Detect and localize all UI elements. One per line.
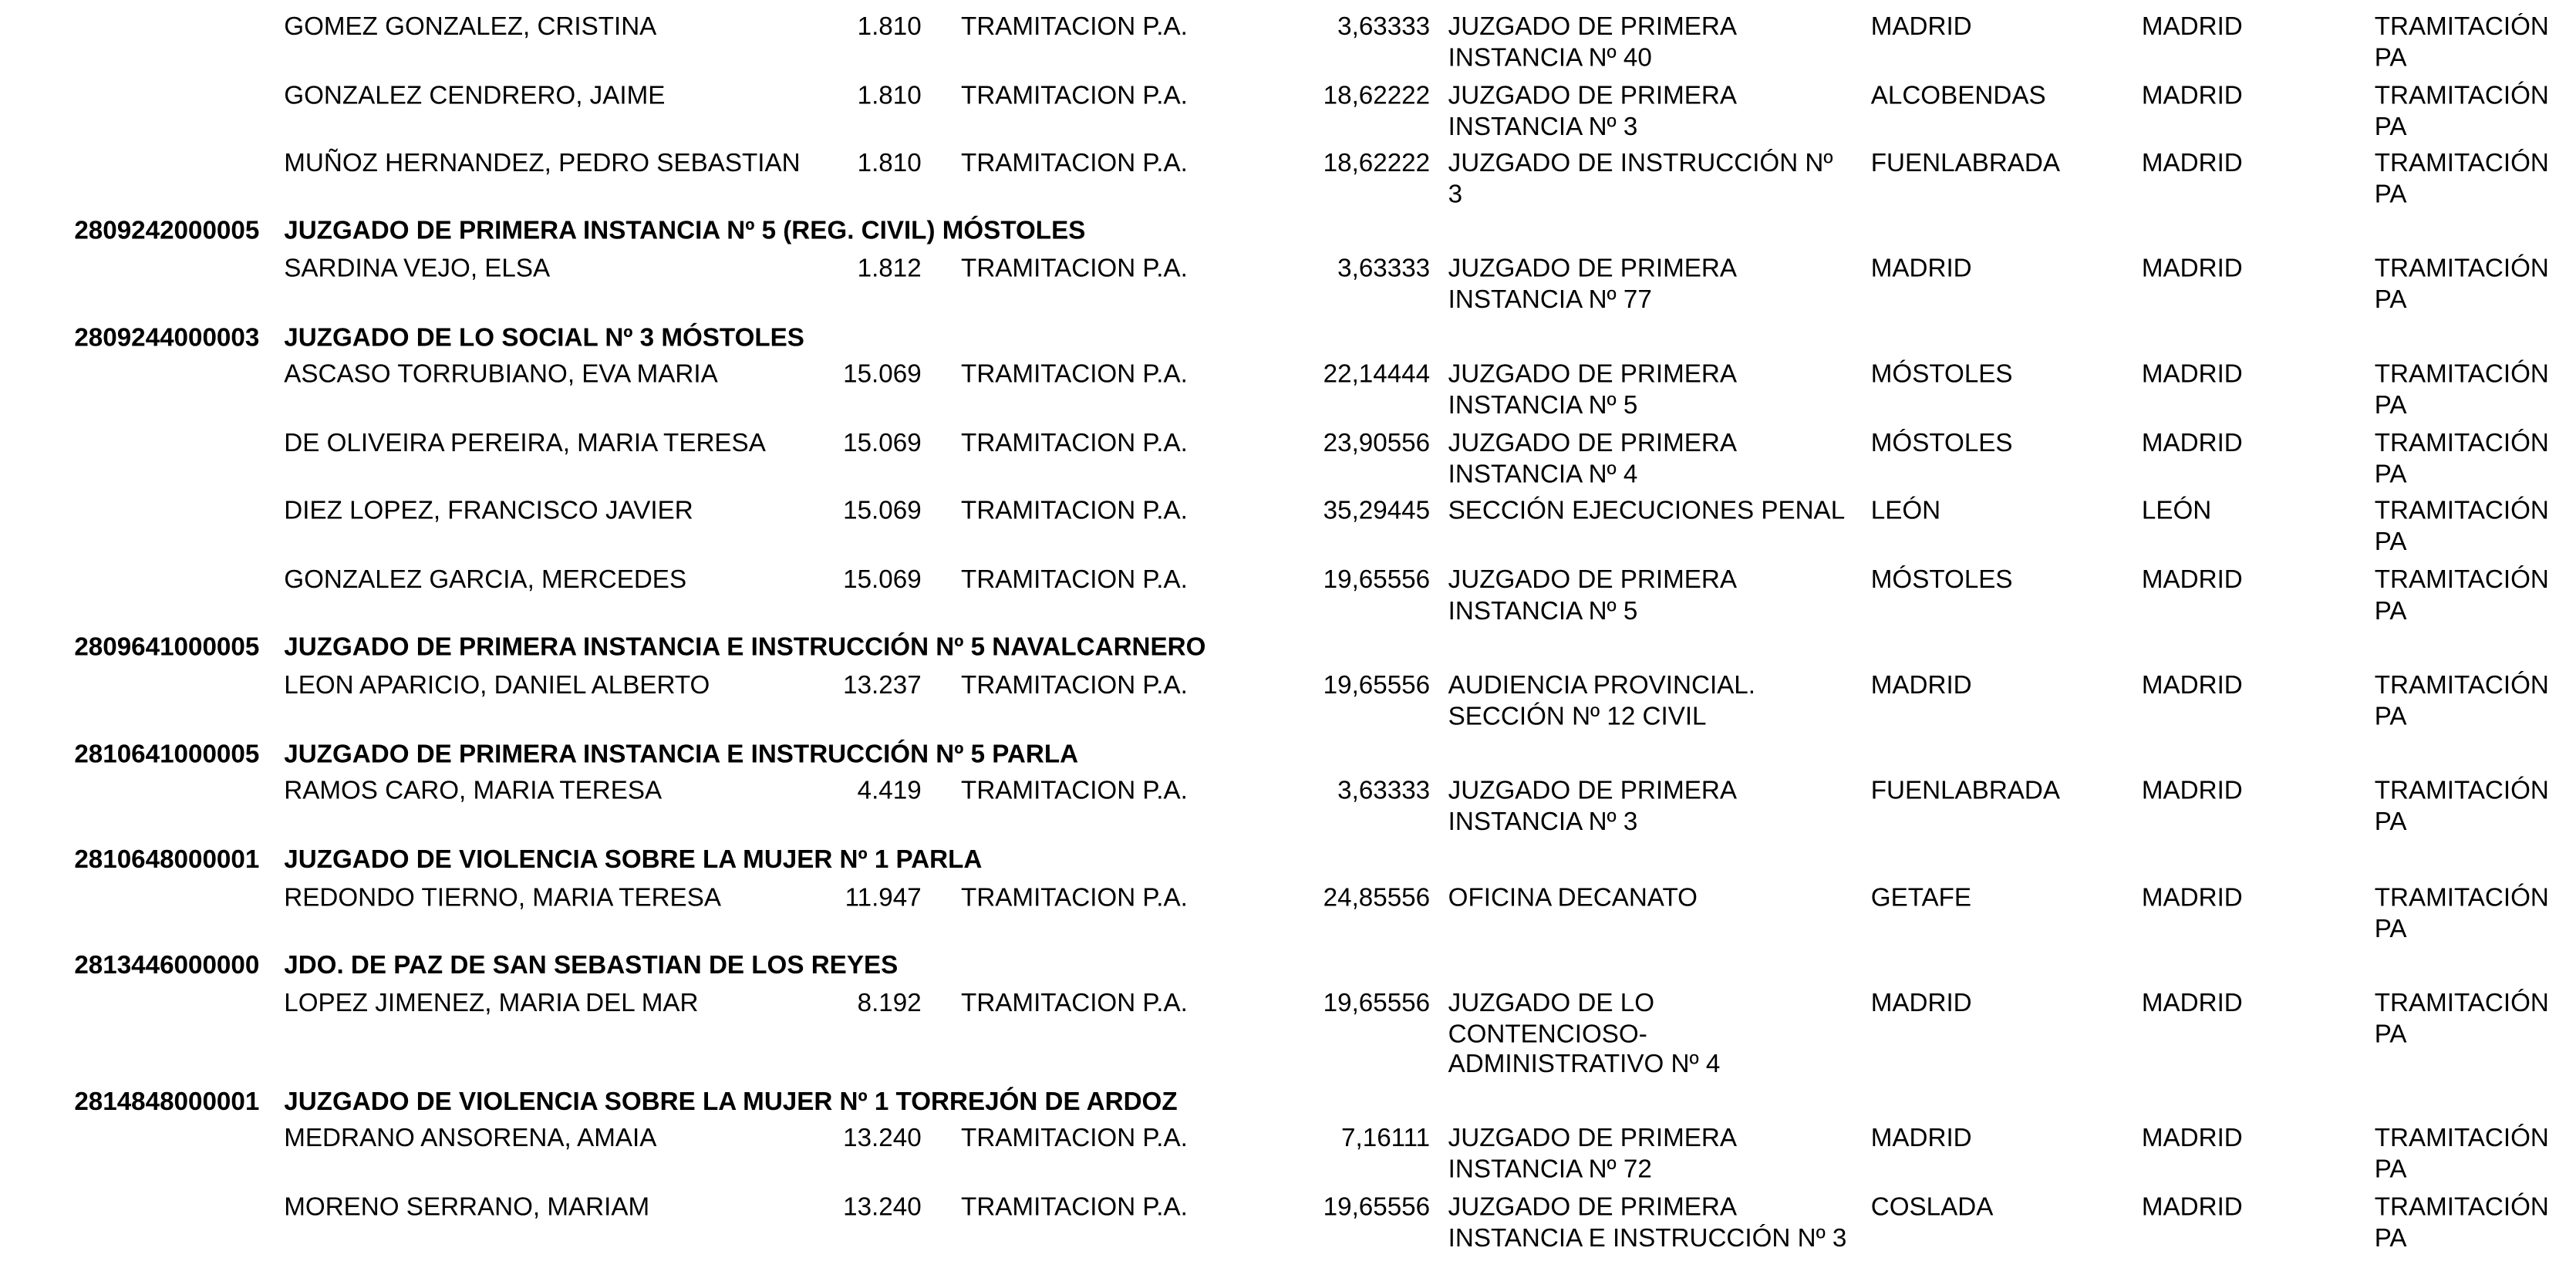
destino-court: JUZGADO DE PRIMERA INSTANCIA Nº 4 [1448, 430, 1737, 489]
cuerpo-destino: TRAMITACIÓN PA [2374, 1193, 2549, 1253]
destino-court: JUZGADO DE PRIMERA INSTANCIA Nº 77 [1448, 255, 1737, 314]
score: 19,65556 [1323, 990, 1431, 1018]
score: 22,14444 [1323, 360, 1431, 389]
court-title: JUZGADO DE VIOLENCIA SOBRE LA MUJER Nº 1 TORREJÓN DE ARDOZ [284, 1088, 1178, 1117]
person-name: GONZALEZ GARCIA, MERCEDES [284, 566, 687, 595]
cuerpo-destino: TRAMITACIÓN PA [2374, 1125, 2549, 1183]
court-code: 2809242000005 [74, 217, 260, 246]
localidad: LEÓN [1870, 497, 1941, 526]
provincia: MADRID [2141, 360, 2243, 389]
cuerpo-destino: TRAMITACIÓN PA [2374, 884, 2549, 943]
order-number: 15.069 [843, 497, 922, 526]
cuerpo: TRAMITACION P.A. [961, 990, 1188, 1018]
destino-court: JUZGADO DE PRIMERA INSTANCIA Nº 72 [1448, 1125, 1737, 1183]
cuerpo: TRAMITACION P.A. [961, 566, 1188, 595]
cuerpo: TRAMITACION P.A. [961, 150, 1188, 178]
score: 24,85556 [1323, 884, 1431, 912]
person-name: REDONDO TIERNO, MARIA TERESA [284, 884, 721, 912]
order-number: 4.419 [857, 777, 922, 806]
order-number: 8.192 [857, 990, 922, 1018]
cuerpo: TRAMITACION P.A. [961, 360, 1188, 389]
person-name: LOPEZ JIMENEZ, MARIA DEL MAR [284, 990, 699, 1018]
localidad: MÓSTOLES [1870, 566, 2013, 595]
cuerpo: TRAMITACION P.A. [961, 497, 1188, 526]
provincia: LEÓN [2141, 497, 2212, 526]
order-number: 15.069 [843, 566, 922, 595]
court-title: JUZGADO DE PRIMERA INSTANCIA E INSTRUCCIÓN Nº 5 NAVALCARNERO [284, 633, 1206, 663]
score: 18,62222 [1323, 150, 1431, 178]
person-name: SARDINA VEJO, ELSA [284, 255, 551, 284]
order-number: 15.069 [843, 360, 922, 389]
cuerpo-destino: TRAMITACIÓN PA [2374, 255, 2549, 314]
provincia: MADRID [2141, 672, 2243, 700]
localidad: FUENLABRADA [1870, 150, 2061, 178]
cuerpo: TRAMITACION P.A. [961, 13, 1188, 42]
person-name: LEON APARICIO, DANIEL ALBERTO [284, 672, 710, 700]
localidad: MADRID [1870, 13, 1972, 42]
localidad: FUENLABRADA [1870, 777, 2061, 806]
cuerpo-destino: TRAMITACIÓN PA [2374, 82, 2549, 141]
court-title: JDO. DE PAZ DE SAN SEBASTIAN DE LOS REYES [284, 952, 899, 980]
destino-court: JUZGADO DE PRIMERA INSTANCIA Nº 3 [1448, 777, 1737, 836]
localidad: MADRID [1870, 255, 1972, 284]
order-number: 1.812 [857, 255, 922, 284]
order-number: 1.810 [857, 150, 922, 178]
person-name: GOMEZ GONZALEZ, CRISTINA [284, 13, 657, 42]
person-name: MORENO SERRANO, MARIAM [284, 1193, 650, 1222]
destino-court: SECCIÓN EJECUCIONES PENAL [1448, 497, 1846, 526]
person-name: MUÑOZ HERNANDEZ, PEDRO SEBASTIAN [284, 150, 801, 178]
court-title: JUZGADO DE PRIMERA INSTANCIA Nº 5 (REG. CIVIL) MÓSTOLES [284, 217, 1086, 246]
court-title: JUZGADO DE PRIMERA INSTANCIA E INSTRUCCIÓN Nº 5 PARLA [284, 740, 1079, 770]
cuerpo: TRAMITACION P.A. [961, 82, 1188, 111]
destino-court: JUZGADO DE PRIMERA INSTANCIA Nº 3 [1448, 82, 1737, 141]
cuerpo: TRAMITACION P.A. [961, 777, 1188, 806]
person-name: RAMOS CARO, MARIA TERESA [284, 777, 663, 806]
destino-court: JUZGADO DE PRIMERA INSTANCIA Nº 40 [1448, 13, 1737, 72]
cuerpo-destino: TRAMITACIÓN PA [2374, 990, 2549, 1048]
person-name: DE OLIVEIRA PEREIRA, MARIA TERESA [284, 430, 766, 458]
localidad: MÓSTOLES [1870, 430, 2013, 458]
score: 23,90556 [1323, 430, 1431, 458]
court-code: 2809641000005 [74, 633, 260, 663]
cuerpo-destino: TRAMITACIÓN PA [2374, 150, 2549, 209]
destino-court: AUDIENCIA PROVINCIAL. SECCIÓN Nº 12 CIVIL [1448, 672, 1755, 730]
order-number: 13.240 [843, 1125, 922, 1153]
cuerpo: TRAMITACION P.A. [961, 884, 1188, 912]
order-number: 1.810 [857, 82, 922, 111]
localidad: MADRID [1870, 1125, 1972, 1153]
score: 19,65556 [1323, 1193, 1431, 1222]
destino-court: JUZGADO DE PRIMERA INSTANCIA Nº 5 [1448, 566, 1737, 626]
cuerpo-destino: TRAMITACIÓN PA [2374, 672, 2549, 730]
provincia: MADRID [2141, 566, 2243, 595]
cuerpo: TRAMITACION P.A. [961, 672, 1188, 700]
destino-court: JUZGADO DE PRIMERA INSTANCIA Nº 5 [1448, 360, 1737, 420]
person-name: GONZALEZ CENDRERO, JAIME [284, 82, 666, 111]
score: 3,63333 [1337, 13, 1431, 42]
person-name: DIEZ LOPEZ, FRANCISCO JAVIER [284, 497, 693, 526]
person-name: ASCASO TORRUBIANO, EVA MARIA [284, 360, 718, 389]
localidad: ALCOBENDAS [1870, 82, 2046, 111]
order-number: 13.240 [843, 1193, 922, 1222]
cuerpo-destino: TRAMITACIÓN PA [2374, 13, 2549, 72]
score: 18,62222 [1323, 82, 1431, 111]
localidad: COSLADA [1870, 1193, 1994, 1222]
court-code: 2810641000005 [74, 740, 260, 770]
score: 35,29445 [1323, 497, 1431, 526]
cuerpo-destino: TRAMITACIÓN PA [2374, 497, 2549, 556]
cuerpo: TRAMITACION P.A. [961, 255, 1188, 284]
destino-court: OFICINA DECANATO [1448, 884, 1698, 912]
provincia: MADRID [2141, 884, 2243, 912]
destino-court: JUZGADO DE INSTRUCCIÓN Nº 3 [1448, 150, 1833, 209]
provincia: MADRID [2141, 82, 2243, 111]
provincia: MADRID [2141, 1193, 2243, 1222]
provincia: MADRID [2141, 150, 2243, 178]
court-code: 2810648000001 [74, 846, 260, 875]
destino-court: JUZGADO DE PRIMERA INSTANCIA E INSTRUCCIÓN Nº 3 [1448, 1193, 1847, 1253]
person-name: MEDRANO ANSORENA, AMAIA [284, 1125, 657, 1153]
cuerpo: TRAMITACION P.A. [961, 430, 1188, 458]
localidad: MADRID [1870, 672, 1972, 700]
cuerpo-destino: TRAMITACIÓN PA [2374, 777, 2549, 836]
order-number: 15.069 [843, 430, 922, 458]
score: 19,65556 [1323, 672, 1431, 700]
cuerpo: TRAMITACION P.A. [961, 1125, 1188, 1153]
score: 7,16111 [1341, 1125, 1431, 1153]
score: 3,63333 [1337, 255, 1431, 284]
order-number: 1.810 [857, 13, 922, 42]
localidad: GETAFE [1870, 884, 1972, 912]
cuerpo: TRAMITACION P.A. [961, 1193, 1188, 1222]
score: 19,65556 [1323, 566, 1431, 595]
court-code: 2813446000000 [74, 952, 260, 980]
order-number: 11.947 [845, 884, 922, 912]
localidad: MÓSTOLES [1870, 360, 2013, 389]
court-code: 2814848000001 [74, 1088, 260, 1117]
provincia: MADRID [2141, 990, 2243, 1018]
order-number: 13.237 [843, 672, 922, 700]
provincia: MADRID [2141, 777, 2243, 806]
provincia: MADRID [2141, 1125, 2243, 1153]
court-title: JUZGADO DE VIOLENCIA SOBRE LA MUJER Nº 1 PARLA [284, 846, 983, 875]
localidad: MADRID [1870, 990, 1972, 1018]
score: 3,63333 [1337, 777, 1431, 806]
destino-court: JUZGADO DE LO CONTENCIOSO- ADMINISTRATIVO Nº 4 [1448, 990, 1721, 1079]
court-code: 2809244000003 [74, 324, 260, 352]
court-title: JUZGADO DE LO SOCIAL Nº 3 MÓSTOLES [284, 324, 804, 352]
provincia: MADRID [2141, 430, 2243, 458]
provincia: MADRID [2141, 255, 2243, 284]
cuerpo-destino: TRAMITACIÓN PA [2374, 430, 2549, 489]
cuerpo-destino: TRAMITACIÓN PA [2374, 360, 2549, 420]
provincia: MADRID [2141, 13, 2243, 42]
cuerpo-destino: TRAMITACIÓN PA [2374, 566, 2549, 626]
